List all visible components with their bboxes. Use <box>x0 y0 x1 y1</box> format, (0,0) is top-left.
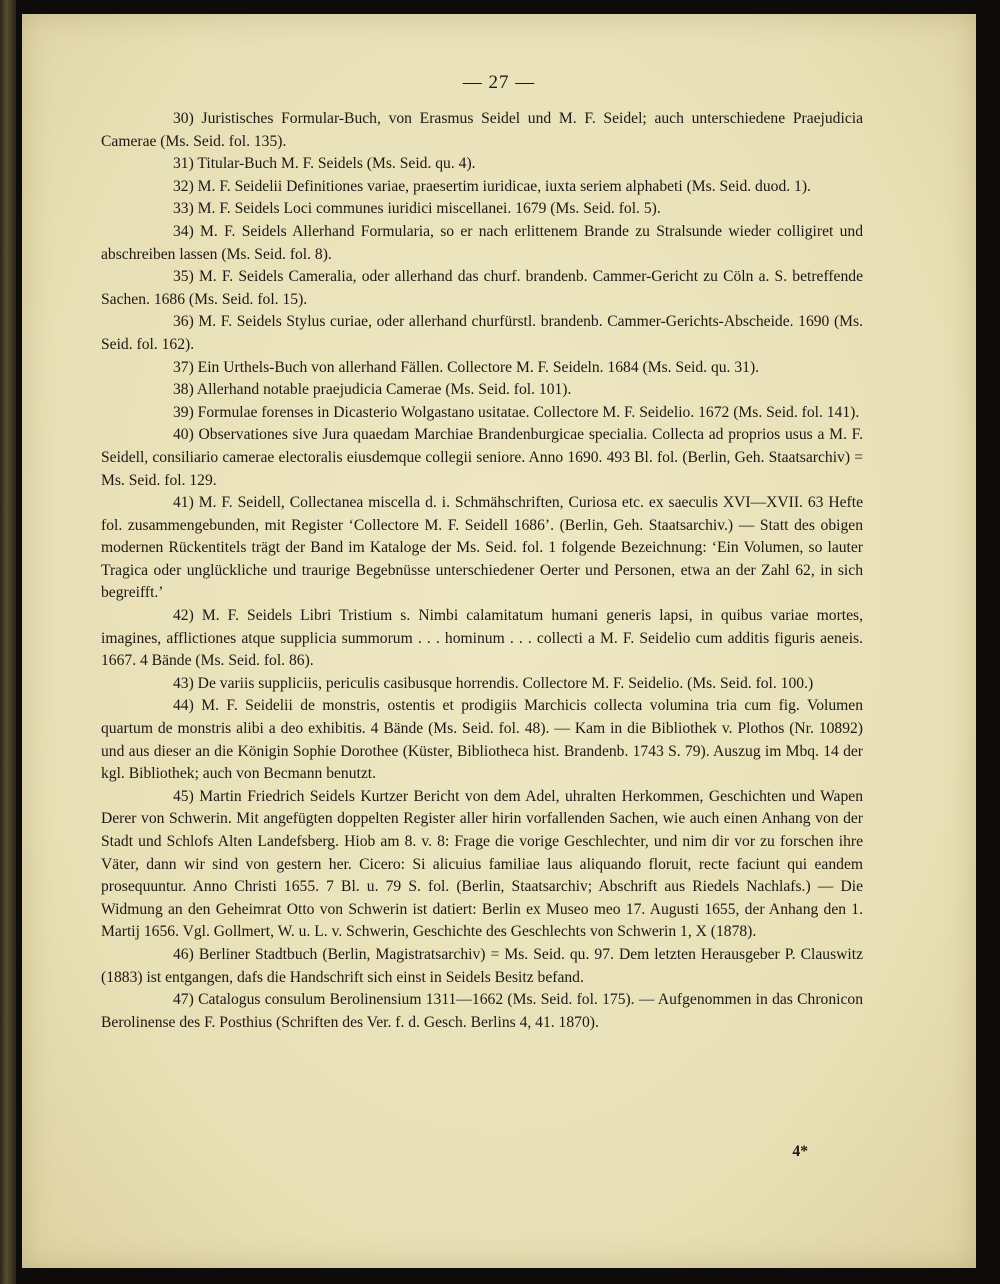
entry-47: 47) Catalogus consulum Berolinensium 1311—1662 (Ms. Seid. fol. 175). — Aufgenommen in das Chronicon Berolinense des F. Posthius (Schriften des Ver. f. d. Gesch. Berlins 4, 41. 1870). <box>101 991 863 1031</box>
entry-41: 41) M. F. Seidell, Collectanea miscella d. i. Schmähschriften, Curiosa etc. ex saeculis XVI—XVII. 63 Hefte fol. zusammengebunden, mit Register ‘Collectore M. F. Seidell 1686’. (Berlin, Geh. Staatsarchiv.) — Statt des obigen modernen Rückentitels trägt der Band im Kataloge der Ms. Seid. fol. 1 folgende Bezeichnung: ‘Ein Volumen, so lauter Tragica oder unglückliche und traurige Begebnüsse unterschiedener Oerter und Personen, etwa an der Zahl 62, in sich begreifft.’ <box>101 494 863 602</box>
entry-38: 38) Allerhand notable praejudicia Camerae (Ms. Seid. fol. 101). <box>173 381 572 399</box>
entry-39: 39) Formulae forenses in Dicasterio Wolgastano usitatae. Collectore M. F. Seidelio. 1672 (Ms. Seid. fol. 141). <box>173 403 860 421</box>
entry-30: 30) Juristisches Formular-Buch, von Erasmus Seidel und M. F. Seidel; auch unterschiedene Praejudicia Camerae (Ms. Seid. fol. 135). <box>101 110 863 150</box>
page-number: — 27 — <box>462 72 536 93</box>
entry-43: 43) De variis suppliciis, periculis casibusque horrendis. Collectore M. F. Seidelio. (Ms. Seid. fol. 100.) <box>173 674 814 692</box>
entry-32: 32) M. F. Seidelii Definitiones variae, praesertim iuridicae, iuxta seriem alphabeti (Ms. Seid. duod. 1). <box>173 177 811 195</box>
entry-40: 40) Observationes sive Jura quaedam Marchiae Brandenburgicae specialia. Collecta ad proprios usus a M. F. Seidell, consiliario camerae electoralis eiusdemque collegii seniore. Anno 1690. 493 Bl. fol. (Berlin, Geh. Staatsarchiv) = Ms. Seid. fol. 129. <box>101 426 863 489</box>
signature-mark: 4* <box>792 1143 808 1160</box>
document-page <box>22 14 976 1268</box>
entry-33: 33) M. F. Seidels Loci communes iuridici miscellanei. 1679 (Ms. Seid. fol. 5). <box>173 200 661 218</box>
entry-36: 36) M. F. Seidels Stylus curiae, oder allerhand churfürstl. brandenb. Cammer-Gerichts-Abscheide. 1690 (Ms. Seid. fol. 162). <box>101 313 863 353</box>
entry-37: 37) Ein Urthels-Buch von allerhand Fällen. Collectore M. F. Seideln. 1684 (Ms. Seid. qu. 31). <box>173 358 760 376</box>
entry-31: 31) Titular-Buch M. F. Seidels (Ms. Seid. qu. 4). <box>173 155 476 173</box>
entry-44: 44) M. F. Seidelii de monstris, ostentis et prodigiis Marchicis collecta volumina tria cum fig. Volumen quartum de monstris alibi a deo exhibitis. 4 Bände (Ms. Seid. fol. 48). — Kam in die Bibliothek v. Plothos (Nr. 10892) und aus dieser an die Königin Sophie Dorothee (Küster, Bibliotheca hist. Brandenb. 1743 S. 79). Auszug im Mbq. 14 der kgl. Bibliothek; auch von Becmann benutzt. <box>101 697 863 783</box>
entry-45: 45) Martin Friedrich Seidels Kurtzer Bericht von dem Adel, uhralten Herkommen, Geschichten und Wapen Derer von Schwerin. Mit angefügten doppelten Register aller hirin vorfallenden Sachen, wie auch einen Anhang von der Stadt und Schlofs Alten Landefsberg. Hiob am 8. v. 8: Frage die vorige Geschlechter, und nim dir vor zu forschen ihre Väter, dann wir sind von gestern her. Cicero: Si alicuius familiae laus aliquando floruit, recte faciunt qui eandem prosequuntur. Anno Christi 1655. 7 Bl. u. 79 S. fol. (Berlin, Staatsarchiv; Abschrift aus Riedels Nachlafs.) — Die Widmung an den Geheimrat Otto von Schwerin ist datiert: Berlin ex Museo meo 17. Augusti 1655, der Anhang den 1. Martij 1656. Vgl. Gollmert, W. u. L. v. Schwerin, Geschichte des Geschlechts von Schwerin 1, X (1878). <box>101 787 863 941</box>
adjacent-page-edge <box>0 0 16 1284</box>
entry-34: 34) M. F. Seidels Allerhand Formularia, so er nach erlittenem Brande zu Stralsunde wieder colligiret und abschreiben lassen (Ms. Seid. fol. 8). <box>101 222 863 263</box>
entry-42: 42) M. F. Seidels Libri Tristium s. Nimbi calamitatum humani generis lapsi, in quibus variae mortes, imagines, afflictiones atque supplicia summorum . . . hominum . . . collecti a M. F. Seidelio cum additis figuris aeneis. 1667. 4 Bände (Ms. Seid. fol. 86). <box>101 607 863 670</box>
text-body <box>101 108 863 1034</box>
entry-46: 46) Berliner Stadtbuch (Berlin, Magistratsarchiv) = Ms. Seid. qu. 97. Dem letzten Herausgeber P. Clauswitz (1883) ist entgangen, dafs die Handschrift sich einst in Seidels Besitz befand. <box>101 945 863 986</box>
entry-35: 35) M. F. Seidels Cameralia, oder allerhand das churf. brandenb. Cammer-Gericht zu Cöln a. S. betreffende Sachen. 1686 (Ms. Seid. fol. 15). <box>101 268 863 308</box>
